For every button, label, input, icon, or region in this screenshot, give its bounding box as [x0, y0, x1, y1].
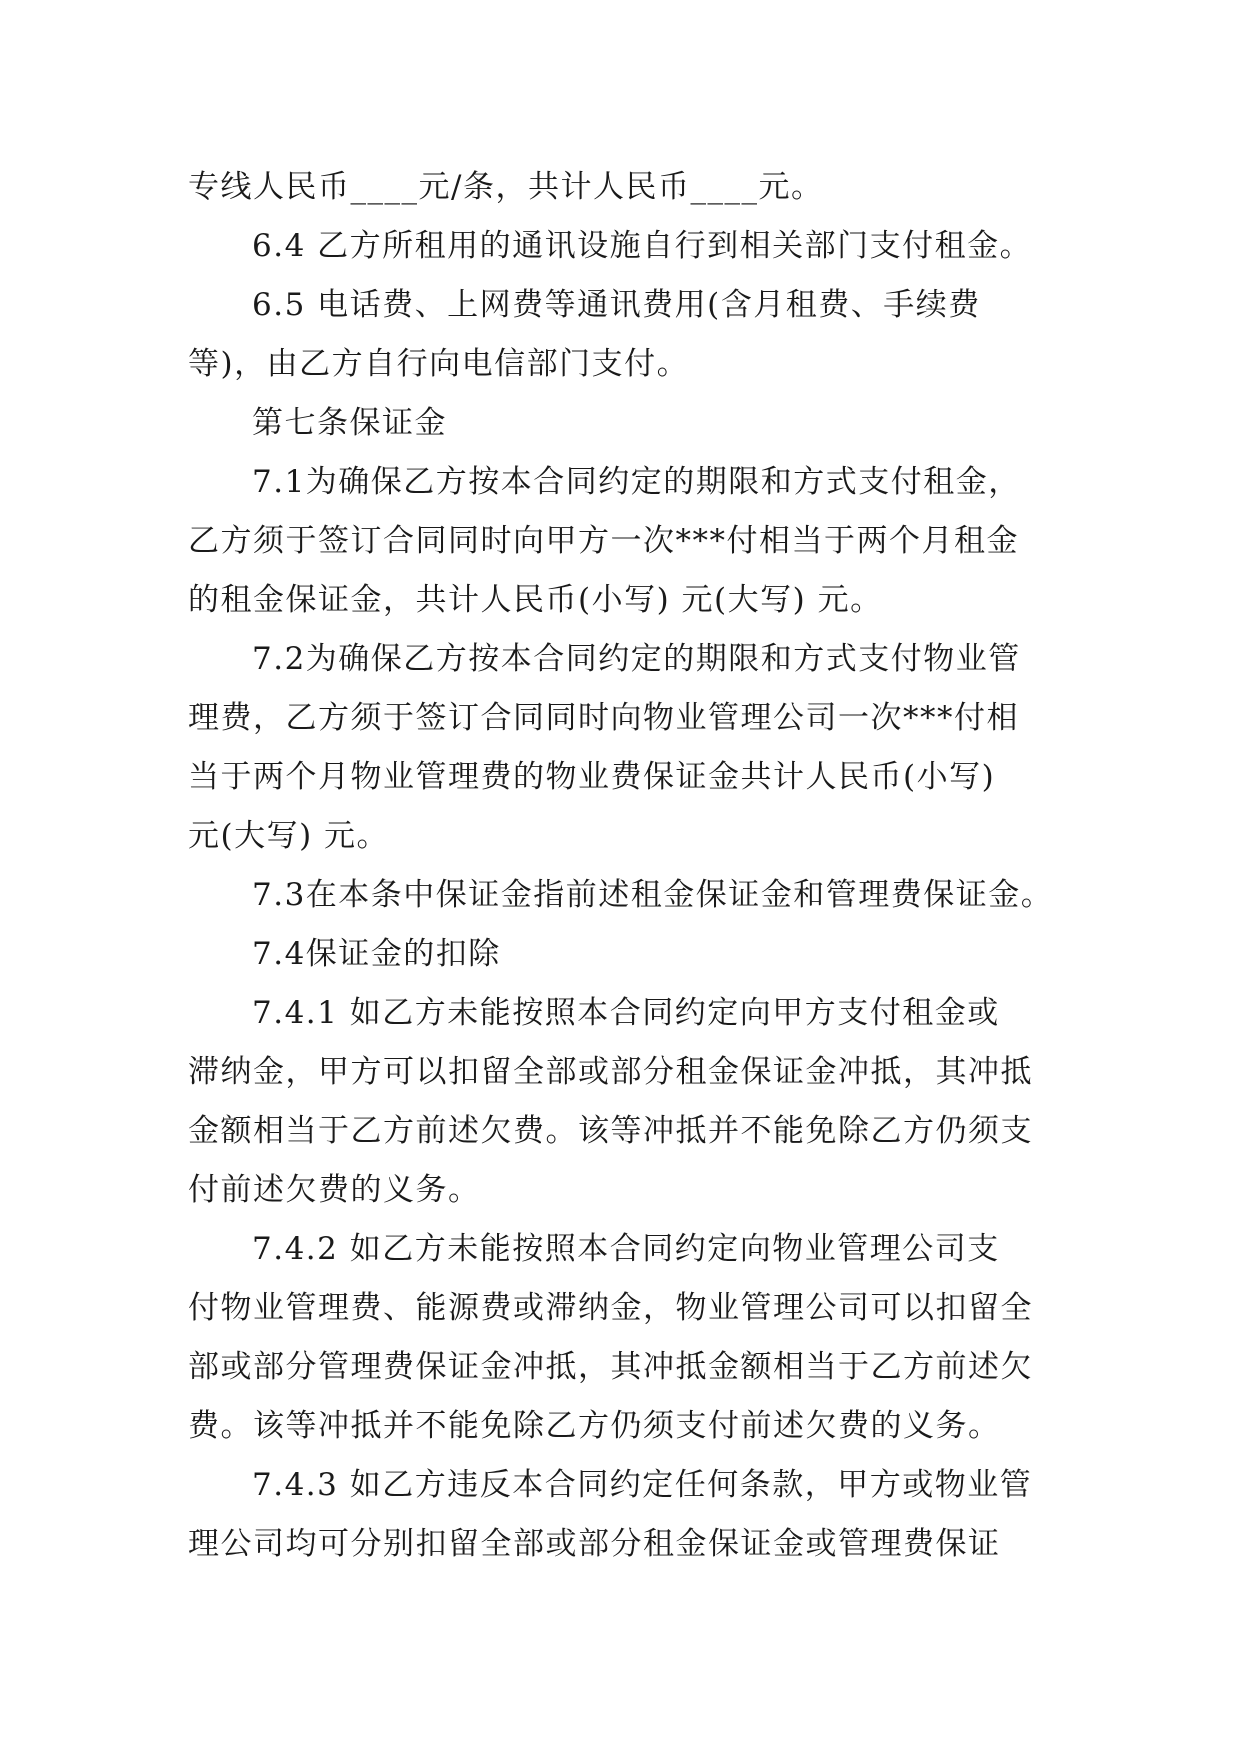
paragraph-7-4	[188, 925, 1068, 984]
text-line: 等)，由乙方自行向电信部门支付。	[188, 346, 690, 382]
paragraph-6-5	[188, 276, 1068, 394]
paragraph-6-4	[188, 217, 1068, 276]
text-line: 付前述欠费的义务。	[188, 1172, 481, 1208]
text-line: 7.4保证金的扣除	[252, 936, 501, 972]
paragraph-6-3-continued	[188, 158, 1068, 217]
text-line: 当于两个月物业管理费的物业费保证金共计人民币(小写)	[188, 759, 996, 795]
text-line: 7.1为确保乙方按本合同约定的期限和方式支付租金，	[252, 464, 1021, 500]
paragraph-7-3	[188, 866, 1068, 925]
paragraph-7-4-2	[188, 1220, 1068, 1456]
text-line: 元(大写) 元。	[188, 818, 390, 854]
text-line: 费。该等冲抵并不能免除乙方仍须支付前述欠费的义务。	[188, 1408, 1001, 1444]
paragraph-7-1	[188, 453, 1068, 630]
text-line: 滞纳金，甲方可以扣留全部或部分租金保证金冲抵，其冲抵	[188, 1054, 1033, 1090]
text-line: 部或部分管理费保证金冲抵，其冲抵金额相当于乙方前述欠	[188, 1349, 1033, 1385]
text-line: 第七条保证金	[252, 405, 447, 441]
text-line: 理公司均可分别扣留全部或部分租金保证金或管理费保证	[188, 1526, 1001, 1562]
paragraph-7-4-3	[188, 1456, 1068, 1574]
text-line: 7.3在本条中保证金指前述租金保证金和管理费保证金。	[252, 877, 1054, 913]
text-line: 付物业管理费、能源费或滞纳金，物业管理公司可以扣留全	[188, 1290, 1033, 1326]
section-heading-article-7	[188, 394, 1068, 453]
text-line: 7.4.1 如乙方未能按照本合同约定向甲方支付租金或	[252, 995, 1000, 1031]
text-line: 7.4.3 如乙方违反本合同约定任何条款，甲方或物业管	[252, 1467, 1033, 1503]
text-line: 7.2为确保乙方按本合同约定的期限和方式支付物业管	[252, 641, 1021, 677]
text-line: 6.4 乙方所租用的通讯设施自行到相关部门支付租金。	[252, 228, 1033, 264]
paragraph-7-2	[188, 630, 1068, 866]
text-line: 的租金保证金，共计人民币(小写) 元(大写) 元。	[188, 582, 883, 618]
document-body	[188, 158, 1068, 1574]
text-line: 金额相当于乙方前述欠费。该等冲抵并不能免除乙方仍须支	[188, 1113, 1033, 1149]
text-line: 7.4.2 如乙方未能按照本合同约定向物业管理公司支	[252, 1231, 1000, 1267]
text-line: 乙方须于签订合同同时向甲方一次***付相当于两个月租金	[188, 523, 1019, 559]
text-line: 6.5 电话费、上网费等通讯费用(含月租费、手续费	[252, 287, 981, 323]
text-line: 专线人民币____元/条，共计人民币____元。	[188, 169, 824, 205]
paragraph-7-4-1	[188, 984, 1068, 1220]
text-line: 理费，乙方须于签订合同同时向物业管理公司一次***付相	[188, 700, 1019, 736]
